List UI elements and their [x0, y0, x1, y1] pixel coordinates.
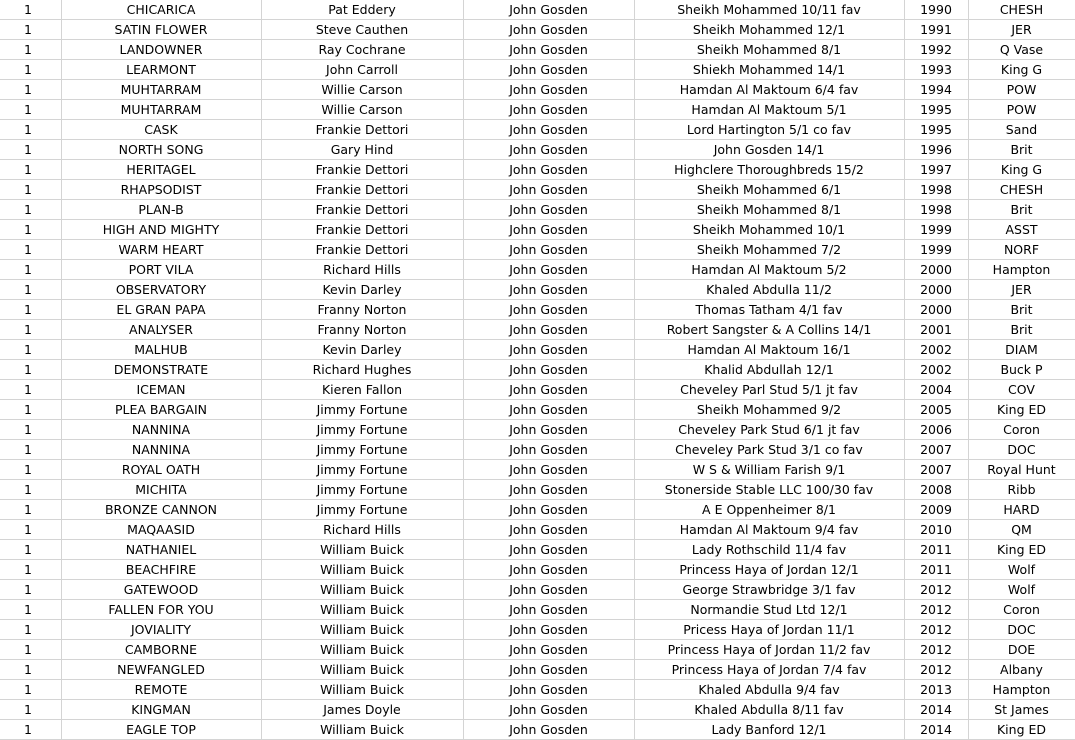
cell-race[interactable]: King ED [968, 400, 1075, 420]
cell-race[interactable]: Q Vase [968, 40, 1075, 60]
cell-result[interactable]: 1 [0, 680, 61, 700]
cell-owner-sp[interactable]: Cheveley Parl Stud 5/1 jt fav [634, 380, 904, 400]
cell-result[interactable]: 1 [0, 60, 61, 80]
cell-owner-sp[interactable]: Normandie Stud Ltd 12/1 [634, 600, 904, 620]
cell-race[interactable]: Brit [968, 140, 1075, 160]
cell-year[interactable]: 2007 [904, 440, 968, 460]
cell-year[interactable]: 2011 [904, 560, 968, 580]
cell-race[interactable]: CHESH [968, 180, 1075, 200]
cell-jockey[interactable]: Jimmy Fortune [261, 440, 463, 460]
cell-trainer[interactable]: John Gosden [463, 540, 634, 560]
cell-jockey[interactable]: William Buick [261, 680, 463, 700]
cell-year[interactable]: 2011 [904, 540, 968, 560]
cell-owner-sp[interactable]: Robert Sangster & A Collins 14/1 [634, 320, 904, 340]
cell-result[interactable]: 1 [0, 120, 61, 140]
cell-race[interactable]: POW [968, 100, 1075, 120]
cell-year[interactable]: 1997 [904, 160, 968, 180]
cell-jockey[interactable]: Richard Hills [261, 260, 463, 280]
cell-trainer[interactable]: John Gosden [463, 440, 634, 460]
cell-trainer[interactable]: John Gosden [463, 120, 634, 140]
cell-year[interactable]: 2012 [904, 660, 968, 680]
cell-jockey[interactable]: John Carroll [261, 60, 463, 80]
cell-year[interactable]: 2001 [904, 320, 968, 340]
cell-result[interactable]: 1 [0, 320, 61, 340]
cell-trainer[interactable]: John Gosden [463, 700, 634, 720]
table-row [0, 60, 1075, 80]
cell-jockey[interactable]: Jimmy Fortune [261, 500, 463, 520]
cell-year[interactable]: 2002 [904, 360, 968, 380]
cell-race[interactable]: DOC [968, 620, 1075, 640]
cell-jockey[interactable]: Pat Eddery [261, 0, 463, 20]
table-row [0, 80, 1075, 100]
cell-race[interactable]: King ED [968, 540, 1075, 560]
cell-owner-sp[interactable]: Sheikh Mohammed 12/1 [634, 20, 904, 40]
cell-race[interactable]: Buck P [968, 360, 1075, 380]
cell-result[interactable]: 1 [0, 540, 61, 560]
cell-year[interactable]: 2013 [904, 680, 968, 700]
table-row [0, 380, 1075, 400]
cell-jockey[interactable]: Jimmy Fortune [261, 460, 463, 480]
cell-jockey[interactable]: William Buick [261, 620, 463, 640]
cell-result[interactable]: 1 [0, 0, 61, 20]
cell-owner-sp[interactable]: John Gosden 14/1 [634, 140, 904, 160]
cell-jockey[interactable]: James Doyle [261, 700, 463, 720]
cell-jockey[interactable]: Richard Hughes [261, 360, 463, 380]
cell-owner-sp[interactable]: Hamdan Al Maktoum 6/4 fav [634, 80, 904, 100]
cell-result[interactable]: 1 [0, 600, 61, 620]
cell-jockey[interactable]: William Buick [261, 640, 463, 660]
table-row [0, 260, 1075, 280]
cell-race[interactable]: DIAM [968, 340, 1075, 360]
cell-owner-sp[interactable]: Hamdan Al Maktoum 9/4 fav [634, 520, 904, 540]
cell-jockey[interactable]: Frankie Dettori [261, 240, 463, 260]
cell-horse[interactable]: OBSERVATORY [61, 280, 261, 300]
cell-jockey[interactable]: William Buick [261, 560, 463, 580]
cell-horse[interactable]: NANNINA [61, 440, 261, 460]
cell-result[interactable]: 1 [0, 620, 61, 640]
cell-owner-sp[interactable]: Sheikh Mohammed 10/11 fav [634, 0, 904, 20]
cell-horse[interactable]: HERITAGEL [61, 160, 261, 180]
cell-race[interactable]: Sand [968, 120, 1075, 140]
table-row [0, 660, 1075, 680]
cell-owner-sp[interactable]: W S & William Farish 9/1 [634, 460, 904, 480]
table-row [0, 420, 1075, 440]
cell-year[interactable]: 1991 [904, 20, 968, 40]
cell-horse[interactable]: ROYAL OATH [61, 460, 261, 480]
cell-trainer[interactable]: John Gosden [463, 380, 634, 400]
cell-jockey[interactable]: Frankie Dettori [261, 200, 463, 220]
cell-trainer[interactable]: John Gosden [463, 20, 634, 40]
cell-trainer[interactable]: John Gosden [463, 200, 634, 220]
cell-year[interactable]: 1999 [904, 220, 968, 240]
cell-race[interactable]: POW [968, 80, 1075, 100]
cell-trainer[interactable]: John Gosden [463, 360, 634, 380]
cell-owner-sp[interactable]: Pricess Haya of Jordan 11/1 [634, 620, 904, 640]
cell-jockey[interactable]: Frankie Dettori [261, 160, 463, 180]
cell-trainer[interactable]: John Gosden [463, 680, 634, 700]
cell-horse[interactable]: EL GRAN PAPA [61, 300, 261, 320]
cell-year[interactable]: 2007 [904, 460, 968, 480]
cell-horse[interactable]: PLAN-B [61, 200, 261, 220]
cell-horse[interactable]: GATEWOOD [61, 580, 261, 600]
cell-owner-sp[interactable]: Lady Banford 12/1 [634, 720, 904, 740]
cell-horse[interactable]: FALLEN FOR YOU [61, 600, 261, 620]
cell-race[interactable]: King ED [968, 720, 1075, 740]
cell-horse[interactable]: LANDOWNER [61, 40, 261, 60]
cell-year[interactable]: 2004 [904, 380, 968, 400]
cell-jockey[interactable]: William Buick [261, 540, 463, 560]
cell-owner-sp[interactable]: Sheikh Mohammed 9/2 [634, 400, 904, 420]
cell-owner-sp[interactable]: Lord Hartington 5/1 co fav [634, 120, 904, 140]
cell-year[interactable]: 2000 [904, 260, 968, 280]
cell-year[interactable]: 1995 [904, 100, 968, 120]
table-row [0, 680, 1075, 700]
cell-result[interactable]: 1 [0, 100, 61, 120]
cell-result[interactable]: 1 [0, 200, 61, 220]
cell-jockey[interactable]: Jimmy Fortune [261, 400, 463, 420]
cell-result[interactable]: 1 [0, 420, 61, 440]
cell-result[interactable]: 1 [0, 400, 61, 420]
table-row [0, 440, 1075, 460]
cell-owner-sp[interactable]: Shiekh Mohammed 14/1 [634, 60, 904, 80]
cell-trainer[interactable]: John Gosden [463, 0, 634, 20]
cell-result[interactable]: 1 [0, 260, 61, 280]
cell-race[interactable]: Ribb [968, 480, 1075, 500]
cell-race[interactable]: King G [968, 160, 1075, 180]
cell-jockey[interactable]: William Buick [261, 720, 463, 740]
cell-jockey[interactable]: Gary Hind [261, 140, 463, 160]
cell-race[interactable]: Coron [968, 600, 1075, 620]
cell-owner-sp[interactable]: Khaled Abdulla 11/2 [634, 280, 904, 300]
cell-result[interactable]: 1 [0, 580, 61, 600]
cell-trainer[interactable]: John Gosden [463, 500, 634, 520]
cell-trainer[interactable]: John Gosden [463, 480, 634, 500]
cell-result[interactable]: 1 [0, 720, 61, 740]
cell-trainer[interactable]: John Gosden [463, 560, 634, 580]
cell-race[interactable]: COV [968, 380, 1075, 400]
cell-year[interactable]: 1998 [904, 200, 968, 220]
cell-owner-sp[interactable]: Hamdan Al Maktoum 16/1 [634, 340, 904, 360]
cell-year[interactable]: 1992 [904, 40, 968, 60]
cell-race[interactable]: Brit [968, 200, 1075, 220]
cell-result[interactable]: 1 [0, 520, 61, 540]
cell-jockey[interactable]: Richard Hills [261, 520, 463, 540]
cell-year[interactable]: 2012 [904, 620, 968, 640]
cell-result[interactable]: 1 [0, 240, 61, 260]
cell-race[interactable]: NORF [968, 240, 1075, 260]
cell-race[interactable]: DOE [968, 640, 1075, 660]
cell-owner-sp[interactable]: Khalid Abdullah 12/1 [634, 360, 904, 380]
cell-result[interactable]: 1 [0, 700, 61, 720]
table-row [0, 480, 1075, 500]
cell-owner-sp[interactable]: Hamdan Al Maktoum 5/1 [634, 100, 904, 120]
cell-race[interactable]: JER [968, 20, 1075, 40]
cell-year[interactable]: 2012 [904, 640, 968, 660]
cell-trainer[interactable]: John Gosden [463, 180, 634, 200]
table-row [0, 120, 1075, 140]
cell-trainer[interactable]: John Gosden [463, 400, 634, 420]
table-row [0, 300, 1075, 320]
table-row [0, 360, 1075, 380]
cell-horse[interactable]: MALHUB [61, 340, 261, 360]
cell-trainer[interactable]: John Gosden [463, 240, 634, 260]
cell-race[interactable]: ASST [968, 220, 1075, 240]
table-row [0, 400, 1075, 420]
cell-owner-sp[interactable]: Thomas Tatham 4/1 fav [634, 300, 904, 320]
cell-owner-sp[interactable]: Sheikh Mohammed 8/1 [634, 200, 904, 220]
cell-horse[interactable]: ANALYSER [61, 320, 261, 340]
cell-race[interactable]: St James [968, 700, 1075, 720]
cell-race[interactable]: Hampton [968, 680, 1075, 700]
cell-trainer[interactable]: John Gosden [463, 520, 634, 540]
cell-owner-sp[interactable]: A E Oppenheimer 8/1 [634, 500, 904, 520]
cell-race[interactable]: DOC [968, 440, 1075, 460]
table-row [0, 580, 1075, 600]
cell-jockey[interactable]: William Buick [261, 580, 463, 600]
cell-year[interactable]: 2010 [904, 520, 968, 540]
cell-horse[interactable]: KINGMAN [61, 700, 261, 720]
cell-result[interactable]: 1 [0, 300, 61, 320]
cell-jockey[interactable]: Kevin Darley [261, 340, 463, 360]
table-row [0, 520, 1075, 540]
cell-year[interactable]: 1993 [904, 60, 968, 80]
cell-horse[interactable]: RHAPSODIST [61, 180, 261, 200]
cell-owner-sp[interactable]: Highclere Thoroughbreds 15/2 [634, 160, 904, 180]
cell-result[interactable]: 1 [0, 360, 61, 380]
cell-year[interactable]: 1995 [904, 120, 968, 140]
cell-horse[interactable]: MUHTARRAM [61, 80, 261, 100]
cell-owner-sp[interactable]: Cheveley Park Stud 3/1 co fav [634, 440, 904, 460]
cell-jockey[interactable]: Kieren Fallon [261, 380, 463, 400]
cell-trainer[interactable]: John Gosden [463, 460, 634, 480]
cell-result[interactable]: 1 [0, 80, 61, 100]
cell-result[interactable]: 1 [0, 380, 61, 400]
cell-horse[interactable]: LEARMONT [61, 60, 261, 80]
cell-horse[interactable]: NATHANIEL [61, 540, 261, 560]
cell-trainer[interactable]: John Gosden [463, 420, 634, 440]
cell-trainer[interactable]: John Gosden [463, 640, 634, 660]
cell-year[interactable]: 1998 [904, 180, 968, 200]
cell-horse[interactable]: HIGH AND MIGHTY [61, 220, 261, 240]
cell-race[interactable]: CHESH [968, 0, 1075, 20]
table-row [0, 100, 1075, 120]
cell-owner-sp[interactable]: Sheikh Mohammed 6/1 [634, 180, 904, 200]
cell-result[interactable]: 1 [0, 220, 61, 240]
cell-year[interactable]: 1994 [904, 80, 968, 100]
cell-year[interactable]: 2002 [904, 340, 968, 360]
cell-year[interactable]: 1999 [904, 240, 968, 260]
table-row [0, 500, 1075, 520]
cell-horse[interactable]: CHICARICA [61, 0, 261, 20]
cell-race[interactable]: Hampton [968, 260, 1075, 280]
cell-trainer[interactable]: John Gosden [463, 340, 634, 360]
table-row [0, 200, 1075, 220]
table-row [0, 600, 1075, 620]
cell-year[interactable]: 2000 [904, 300, 968, 320]
cell-result[interactable]: 1 [0, 280, 61, 300]
cell-race[interactable]: Wolf [968, 580, 1075, 600]
cell-owner-sp[interactable]: Khaled Abdulla 8/11 fav [634, 700, 904, 720]
table-row [0, 560, 1075, 580]
cell-jockey[interactable]: William Buick [261, 660, 463, 680]
cell-year[interactable]: 2012 [904, 580, 968, 600]
cell-trainer[interactable]: John Gosden [463, 580, 634, 600]
cell-jockey[interactable]: Jimmy Fortune [261, 420, 463, 440]
table-row [0, 220, 1075, 240]
cell-result[interactable]: 1 [0, 20, 61, 40]
cell-horse[interactable]: NEWFANGLED [61, 660, 261, 680]
cell-owner-sp[interactable]: Princess Haya of Jordan 11/2 fav [634, 640, 904, 660]
cell-race[interactable]: HARD [968, 500, 1075, 520]
cell-jockey[interactable]: Ray Cochrane [261, 40, 463, 60]
cell-horse[interactable]: EAGLE TOP [61, 720, 261, 740]
cell-result[interactable]: 1 [0, 560, 61, 580]
cell-result[interactable]: 1 [0, 440, 61, 460]
cell-result[interactable]: 1 [0, 640, 61, 660]
cell-horse[interactable]: REMOTE [61, 680, 261, 700]
cell-race[interactable]: King G [968, 60, 1075, 80]
cell-horse[interactable]: SATIN FLOWER [61, 20, 261, 40]
cell-horse[interactable]: BRONZE CANNON [61, 500, 261, 520]
cell-owner-sp[interactable]: Princess Haya of Jordan 7/4 fav [634, 660, 904, 680]
cell-jockey[interactable]: Steve Cauthen [261, 20, 463, 40]
cell-result[interactable]: 1 [0, 40, 61, 60]
table-row [0, 40, 1075, 60]
cell-horse[interactable]: NANNINA [61, 420, 261, 440]
cell-horse[interactable]: JOVIALITY [61, 620, 261, 640]
cell-trainer[interactable]: John Gosden [463, 320, 634, 340]
cell-jockey[interactable]: Willie Carson [261, 100, 463, 120]
cell-horse[interactable]: NORTH SONG [61, 140, 261, 160]
cell-year[interactable]: 2008 [904, 480, 968, 500]
table-row [0, 720, 1075, 740]
cell-horse[interactable]: MAQAASID [61, 520, 261, 540]
cell-year[interactable]: 2006 [904, 420, 968, 440]
cell-year[interactable]: 2000 [904, 280, 968, 300]
cell-trainer[interactable]: John Gosden [463, 260, 634, 280]
cell-jockey[interactable]: Kevin Darley [261, 280, 463, 300]
cell-race[interactable]: Albany [968, 660, 1075, 680]
cell-trainer[interactable]: John Gosden [463, 600, 634, 620]
cell-trainer[interactable]: John Gosden [463, 80, 634, 100]
table-row [0, 540, 1075, 560]
cell-jockey[interactable]: William Buick [261, 600, 463, 620]
cell-horse[interactable]: WARM HEART [61, 240, 261, 260]
cell-jockey[interactable]: Willie Carson [261, 80, 463, 100]
cell-year[interactable]: 2014 [904, 720, 968, 740]
cell-owner-sp[interactable]: Sheikh Mohammed 7/2 [634, 240, 904, 260]
table-row [0, 620, 1075, 640]
cell-trainer[interactable]: John Gosden [463, 220, 634, 240]
cell-result[interactable]: 1 [0, 340, 61, 360]
cell-race[interactable]: Royal Hunt [968, 460, 1075, 480]
cell-year[interactable]: 2014 [904, 700, 968, 720]
cell-year[interactable]: 2012 [904, 600, 968, 620]
cell-trainer[interactable]: John Gosden [463, 60, 634, 80]
cell-trainer[interactable]: John Gosden [463, 620, 634, 640]
table-row [0, 280, 1075, 300]
cell-owner-sp[interactable]: Princess Haya of Jordan 12/1 [634, 560, 904, 580]
cell-owner-sp[interactable]: Sheikh Mohammed 8/1 [634, 40, 904, 60]
cell-horse[interactable]: PORT VILA [61, 260, 261, 280]
cell-jockey[interactable]: Franny Norton [261, 300, 463, 320]
cell-race[interactable]: QM [968, 520, 1075, 540]
cell-race[interactable]: JER [968, 280, 1075, 300]
cell-trainer[interactable]: John Gosden [463, 660, 634, 680]
table-row [0, 240, 1075, 260]
table-row [0, 140, 1075, 160]
cell-result[interactable]: 1 [0, 660, 61, 680]
table-row [0, 460, 1075, 480]
table-row [0, 340, 1075, 360]
cell-owner-sp[interactable]: Hamdan Al Maktoum 5/2 [634, 260, 904, 280]
cell-result[interactable]: 1 [0, 500, 61, 520]
cell-race[interactable]: Coron [968, 420, 1075, 440]
cell-owner-sp[interactable]: Cheveley Park Stud 6/1 jt fav [634, 420, 904, 440]
cell-year[interactable]: 1996 [904, 140, 968, 160]
cell-result[interactable]: 1 [0, 480, 61, 500]
cell-year[interactable]: 2009 [904, 500, 968, 520]
cell-owner-sp[interactable]: Lady Rothschild 11/4 fav [634, 540, 904, 560]
cell-horse[interactable]: CASK [61, 120, 261, 140]
cell-horse[interactable]: ICEMAN [61, 380, 261, 400]
table-row [0, 640, 1075, 660]
cell-horse[interactable]: MUHTARRAM [61, 100, 261, 120]
table-row [0, 160, 1075, 180]
cell-trainer[interactable]: John Gosden [463, 280, 634, 300]
cell-owner-sp[interactable]: Sheikh Mohammed 10/1 [634, 220, 904, 240]
cell-horse[interactable]: PLEA BARGAIN [61, 400, 261, 420]
table-row [0, 700, 1075, 720]
cell-owner-sp[interactable]: Stonerside Stable LLC 100/30 fav [634, 480, 904, 500]
cell-horse[interactable]: DEMONSTRATE [61, 360, 261, 380]
cell-result[interactable]: 1 [0, 460, 61, 480]
cell-race[interactable]: Brit [968, 320, 1075, 340]
cell-horse[interactable]: MICHITA [61, 480, 261, 500]
cell-trainer[interactable]: John Gosden [463, 300, 634, 320]
cell-trainer[interactable]: John Gosden [463, 100, 634, 120]
cell-jockey[interactable]: Frankie Dettori [261, 220, 463, 240]
cell-trainer[interactable]: John Gosden [463, 720, 634, 740]
table-row [0, 20, 1075, 40]
cell-jockey[interactable]: Franny Norton [261, 320, 463, 340]
cell-owner-sp[interactable]: George Strawbridge 3/1 fav [634, 580, 904, 600]
cell-race[interactable]: Wolf [968, 560, 1075, 580]
cell-result[interactable]: 1 [0, 180, 61, 200]
cell-horse[interactable]: CAMBORNE [61, 640, 261, 660]
cell-trainer[interactable]: John Gosden [463, 160, 634, 180]
cell-result[interactable]: 1 [0, 140, 61, 160]
cell-result[interactable]: 1 [0, 160, 61, 180]
cell-trainer[interactable]: John Gosden [463, 40, 634, 60]
table-row [0, 180, 1075, 200]
cell-trainer[interactable]: John Gosden [463, 140, 634, 160]
cell-jockey[interactable]: Frankie Dettori [261, 180, 463, 200]
table-row [0, 0, 1075, 20]
cell-horse[interactable]: BEACHFIRE [61, 560, 261, 580]
cell-year[interactable]: 1990 [904, 0, 968, 20]
table-row [0, 320, 1075, 340]
cell-race[interactable]: Brit [968, 300, 1075, 320]
cell-year[interactable]: 2005 [904, 400, 968, 420]
cell-jockey[interactable]: Jimmy Fortune [261, 480, 463, 500]
cell-owner-sp[interactable]: Khaled Abdulla 9/4 fav [634, 680, 904, 700]
cell-jockey[interactable]: Frankie Dettori [261, 120, 463, 140]
